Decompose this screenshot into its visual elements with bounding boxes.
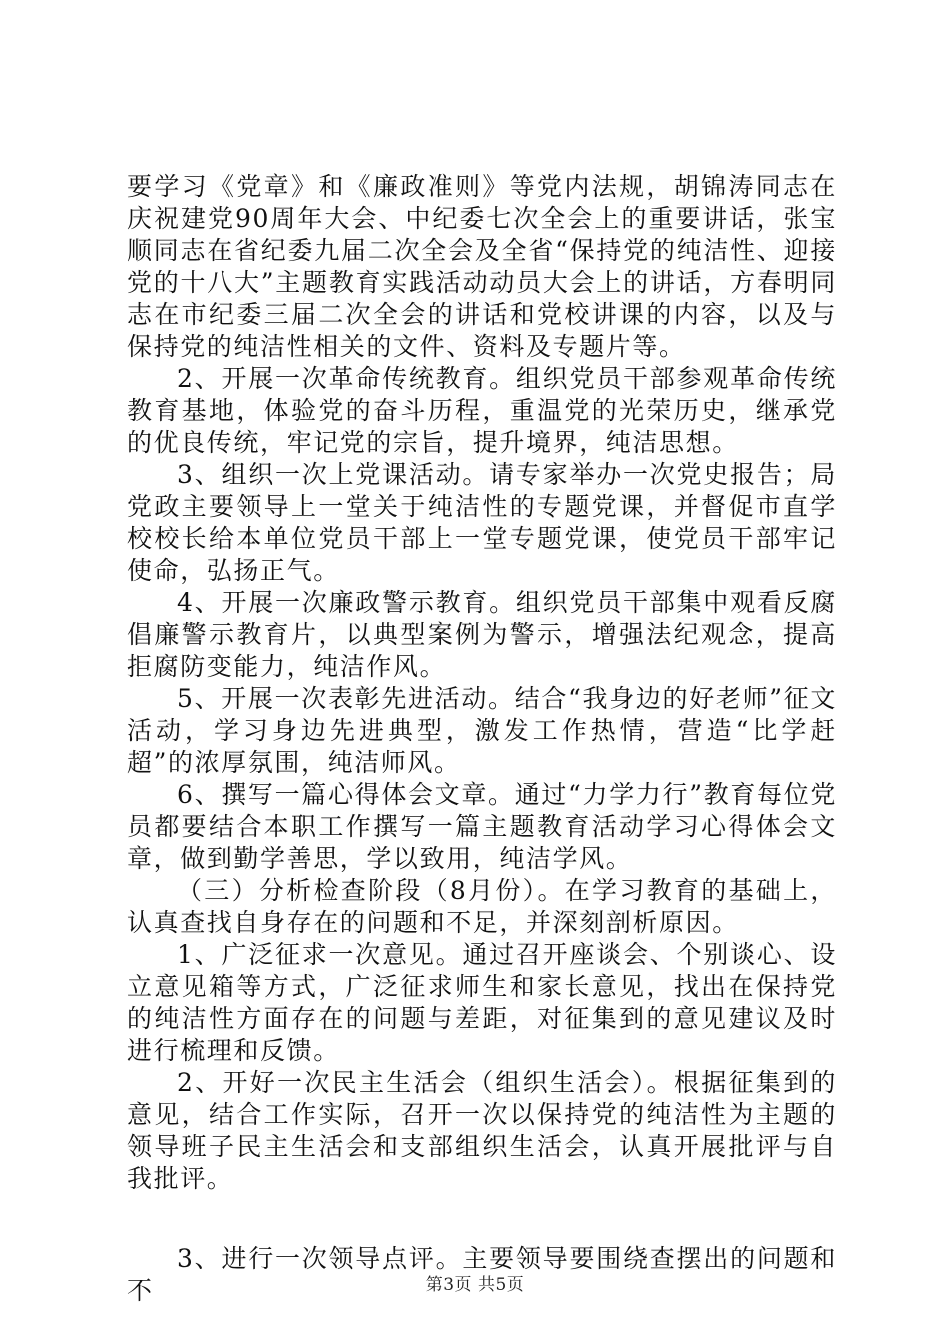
paragraph-leader-review: 3、进行一次领导点评。主要领导要围绕查摆出的问题和不: [127, 1244, 837, 1305]
paragraph-gap: [127, 1195, 837, 1243]
paragraph-party-lecture: 3、组织一次上党课活动。请专家举办一次党史报告；局党政主要领导上一堂关于纯洁性的专题党课，并督促市直学校校长给本单位党员干部上一堂专题党课，使党员干部牢记使命，弘扬正气。: [127, 460, 837, 585]
paragraph-solicit-opinions: 1、广泛征求一次意见。通过召开座谈会、个别谈心、设立意见箱等方式，广泛征求师生和家长意见，找出在保持党的纯洁性方面存在的问题与差距，对征集到的意见建议及时进行梳理和反馈。: [127, 940, 837, 1065]
page-number-footer: 第3页 共5页: [425, 1275, 525, 1295]
paragraph-integrity-warning: 4、开展一次廉政警示教育。组织党员干部集中观看反腐倡廉警示教育片，以典型案例为警示，增强法纪观念，提高拒腐防变能力，纯洁作风。: [127, 588, 837, 681]
paragraph-revolutionary-education: 2、开展一次革命传统教育。组织党员干部参观革命传统教育基地，体验党的奋斗历程，重温党的光荣历史，继承党的优良传统，牢记党的宗旨，提升境界，纯洁思想。: [127, 364, 837, 457]
paragraph-commendation: 5、开展一次表彰先进活动。结合“我身边的好老师”征文活动，学习身边先进典型，激发工作热情，营造“比学赶超”的浓厚氛围，纯洁师风。: [127, 684, 837, 777]
paragraph-analysis-stage: （三）分析检查阶段（8月份）。在学习教育的基础上，认真查找自身存在的问题和不足，并深刻剖析原因。: [127, 876, 837, 937]
paragraph-reflection-essay: 6、撰写一篇心得体会文章。通过“力学力行”教育每位党员都要结合本职工作撰写一篇主题教育活动学习心得体会文章，做到勤学善思，学以致用，纯洁学风。: [127, 780, 837, 873]
document-body: [127, 171, 837, 1307]
paragraph-democratic-meeting: 2、开好一次民主生活会（组织生活会）。根据征集到的意见，结合工作实际，召开一次以保持党的纯洁性为主题的领导班子民主生活会和支部组织生活会，认真开展批评与自我批评。: [127, 1068, 837, 1193]
paragraph-study-materials: 要学习《党章》和《廉政准则》等党内法规，胡锦涛同志在庆祝建党90周年大会、中纪委七次全会上的重要讲话，张宝顺同志在省纪委九届二次全会及全省“保持党的纯洁性、迎接党的十八大”主题教育实践活动动员大会上的讲话，方春明同志在市纪委三届二次全会的讲话和党校讲课的内容，以及与保持党的纯洁性相关的文件、资料及专题片等。: [127, 172, 837, 361]
